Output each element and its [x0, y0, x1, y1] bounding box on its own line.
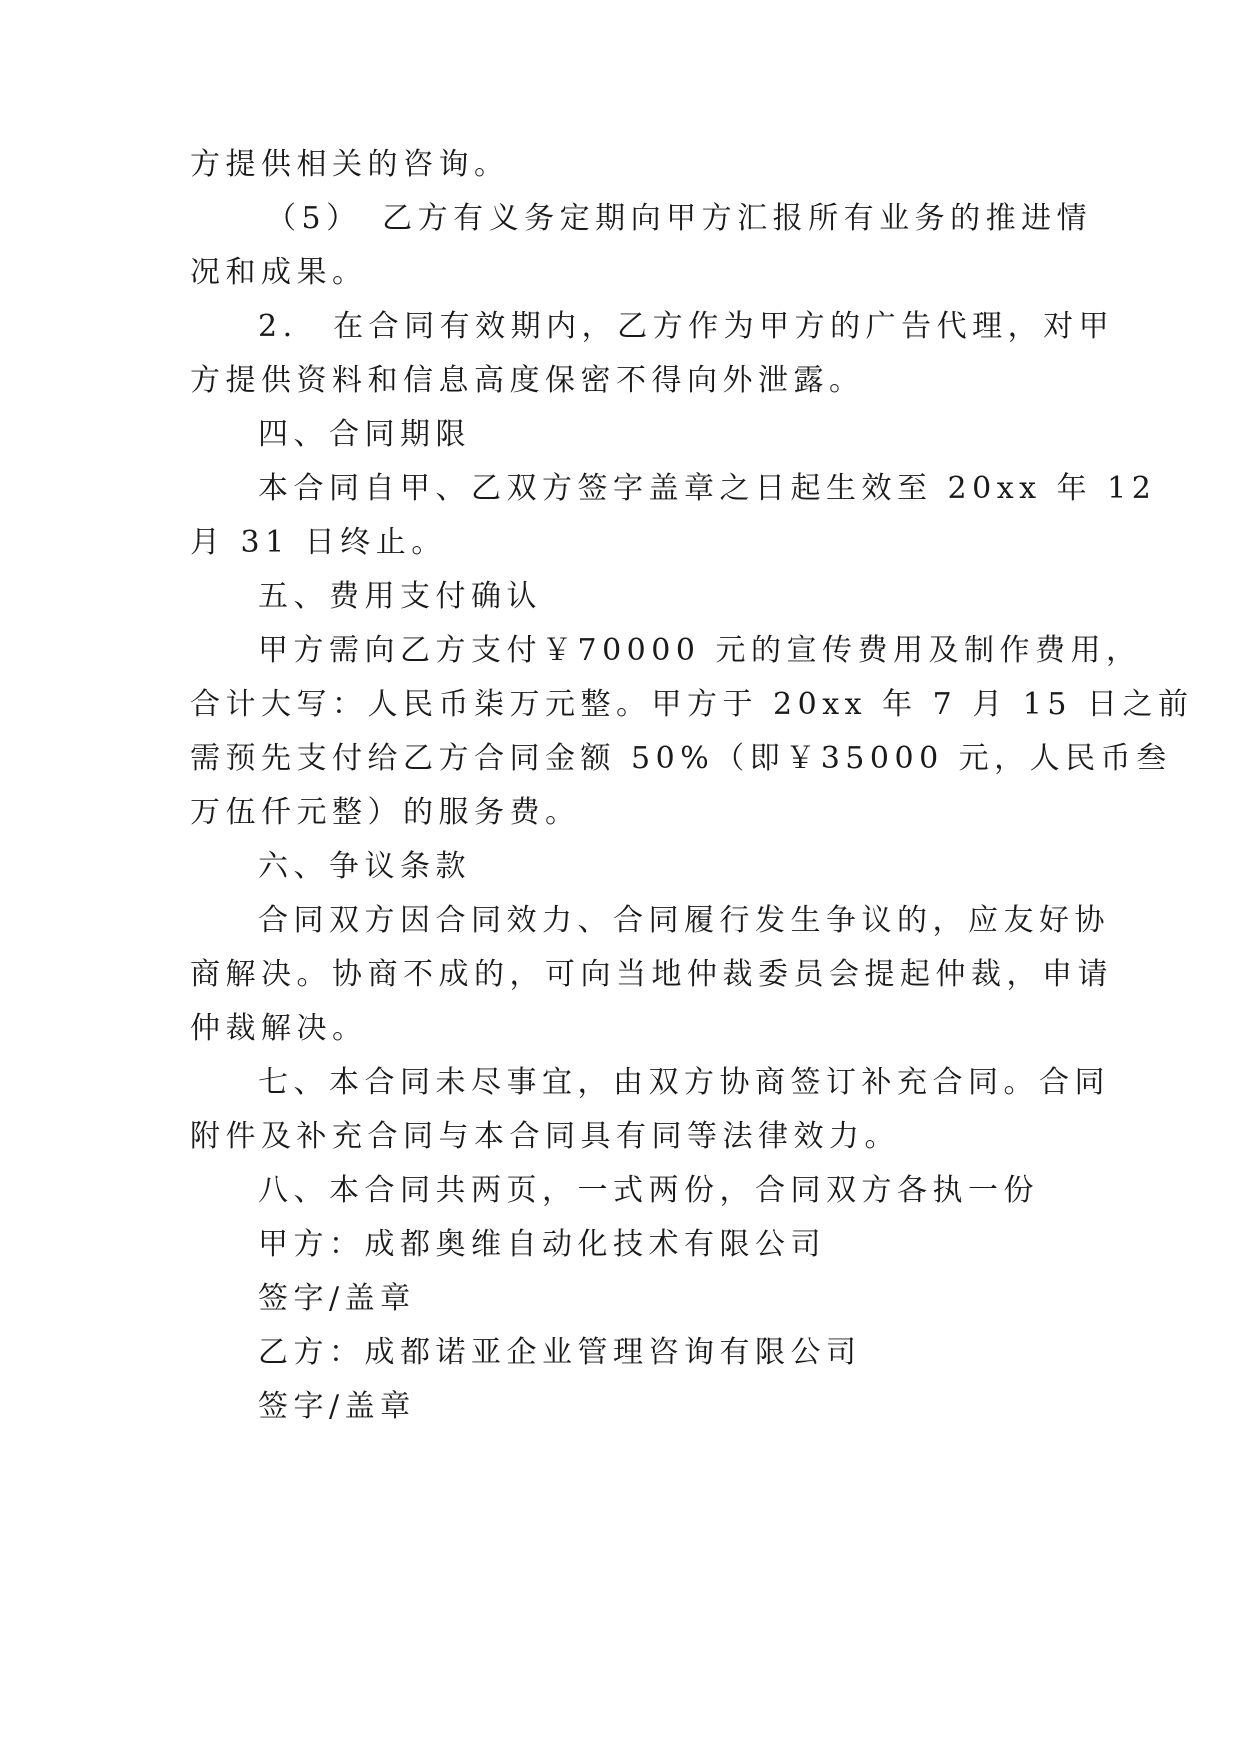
text-line: 万伍仟元整）的服务费。: [190, 795, 581, 830]
text-line: 本合同自甲、乙双方签字盖章之日起生效至 20xx 年 12: [258, 471, 1157, 506]
text-line: 仲裁解决。: [190, 1011, 368, 1046]
text-line: 合同双方因合同效力、合同履行发生争议的，应友好协: [258, 903, 1110, 938]
text-line: 况和成果。: [190, 255, 368, 290]
text-line: 需预先支付给乙方合同金额 50%（即￥35000 元，人民币叁: [190, 741, 1172, 776]
text-line: 合计大写：人民币柒万元整。甲方于 20xx 年 7 月 15 日之前: [190, 687, 1194, 722]
text-line: 月 31 日终止。: [190, 525, 447, 560]
text-line: （5） 乙方有义务定期向甲方汇报所有业务的推进情: [266, 201, 1093, 236]
party-a-signature-label: 签字/盖章: [258, 1281, 416, 1316]
section-heading: 五、费用支付确认: [258, 579, 542, 614]
text-line: 七、本合同未尽事宜，由双方协商签订补充合同。合同: [258, 1065, 1110, 1100]
text-line: 方提供相关的咨询。: [190, 147, 510, 182]
text-line: 商解决。协商不成的，可向当地仲裁委员会提起仲裁，申请: [190, 957, 1113, 992]
text-line: 附件及补充合同与本合同具有同等法律效力。: [190, 1119, 900, 1154]
text-line: 甲方需向乙方支付￥70000 元的宣传费用及制作费用，: [258, 633, 1142, 668]
section-heading: 六、争议条款: [258, 849, 471, 884]
text-line: 八、本合同共两页，一式两份，合同双方各执一份: [258, 1173, 1039, 1208]
party-b-name: 乙方：成都诺亚企业管理咨询有限公司: [258, 1335, 862, 1370]
party-a-name: 甲方：成都奥维自动化技术有限公司: [258, 1227, 826, 1262]
section-heading: 四、合同期限: [258, 417, 471, 452]
text-line: 2. 在合同有效期内，乙方作为甲方的广告代理，对甲: [258, 309, 1115, 344]
party-b-signature-label: 签字/盖章: [258, 1389, 416, 1424]
text-line: 方提供资料和信息高度保密不得向外泄露。: [190, 363, 865, 398]
